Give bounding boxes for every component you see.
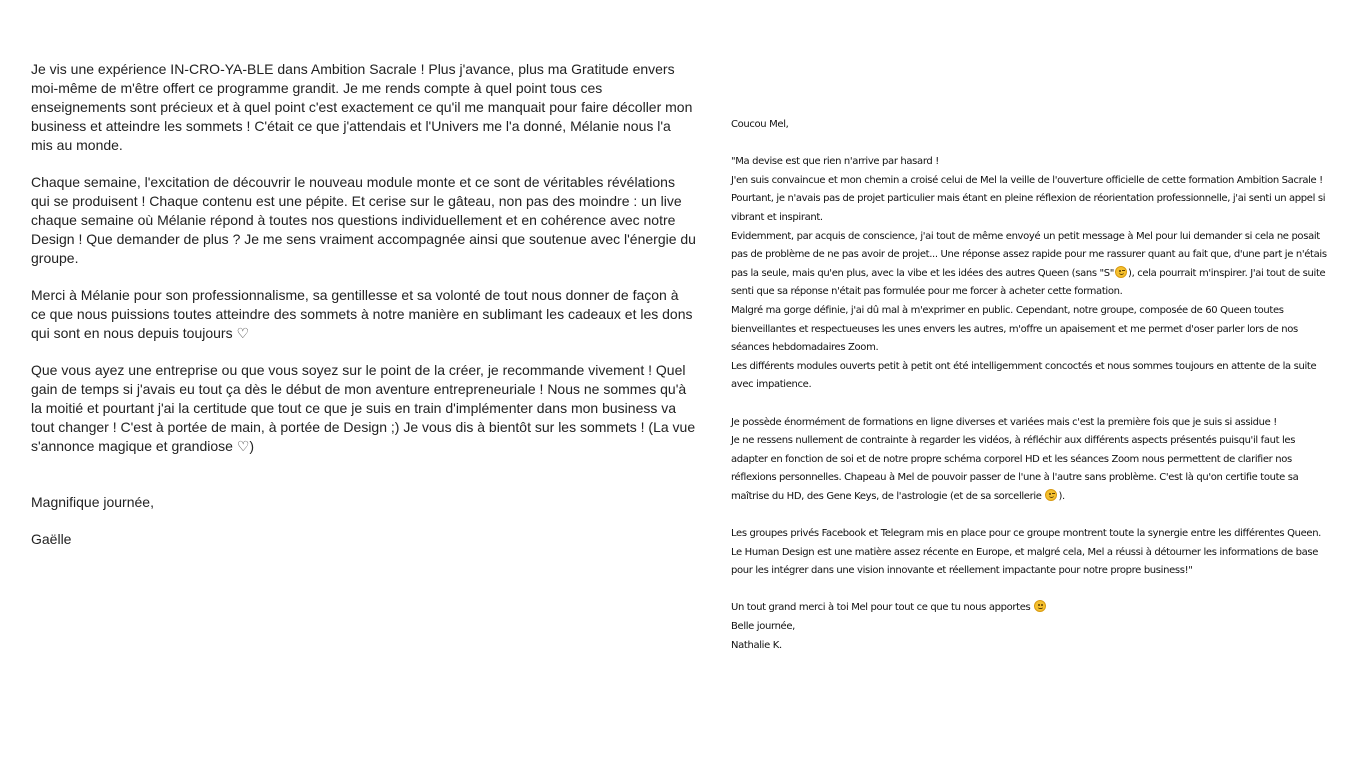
testimonial-line: J'en suis convaincue et mon chemin a croisé celui de Mel la veille de l'ouverture officielle de cette formation Ambition Sacrale ! (731, 174, 1323, 186)
testimonial-line: Le Human Design est une matière assez récente en Europe, et malgré cela, Mel a réussi à détourner les informations de base pour les intégrer dans une vision innovante et réellement impactante pour notre propre business!" (731, 546, 1319, 577)
testimonial-line: Malgré ma gorge définie, j'ai dû mal à m'exprimer en public. Cependant, notre groupe, composée de 60 Queen toutes bienveillantes et respectueuses les unes envers les autres, m'offre un apaisement et me permet d'oser parler lors de nos séances hebdomadaires Zoom. (731, 304, 1298, 354)
testimonial-line: Je possède énormément de formations en ligne diverses et variées mais c'est la première fois que je suis si assidue ! (731, 416, 1277, 428)
testimonial-line: Les groupes privés Facebook et Telegram mis en place pour ce groupe montrent toute la synergie entre les différentes Queen. (731, 528, 1322, 540)
smile-emoji-icon (1034, 600, 1046, 612)
closing-line: Belle journée, (731, 621, 795, 633)
testimonial-line: "Ma devise est que rien n'arrive par hasard ! (731, 156, 939, 168)
testimonial-block-2 (731, 414, 1331, 507)
testimonial-line (731, 432, 1331, 506)
testimonial-nathalie (731, 116, 1331, 674)
closing-line: Magnifique journée, (31, 494, 154, 510)
thanks-line (731, 599, 1331, 618)
testimonial-line: Pourtant, je n'avais pas de projet particulier mais étant en pleine réflexion de réorientation professionnelle, j'ai senti un appel si vibrant et inspirant. (731, 193, 1326, 223)
testimonial-gaelle (31, 60, 696, 567)
testimonial-text: Je ne ressens nullement de contrainte à regarder les vidéos, à réfléchir aux différents aspects présentés puisqu'il faut les adapter en fonction de soi et de notre propre schéma corporel HD et les séances Zoom nous permettent de clarifier nos réflexions personnelles. Chapeau à Mel de pouvoir passer de l'une à l'autre sans problème. C'est là qu'on certifie toute sa maîtrise du HD, des Gene Keys, de l'astrologie (et de sa sorcellerie (731, 435, 1299, 502)
testimonial-line: Les différents modules ouverts petit à petit ont été intelligemment concoctés et nous sommes toujours en attente de la suite avec impatience. (731, 360, 1317, 391)
signature: Gaëlle (31, 531, 72, 547)
testimonial-text: Evidemment, par acquis de conscience, j'ai tout de même envoyé un petit message à Mel pour lui demander si cela ne posait pas de problème de ne pas avoir de projet... Une réponse assez rapide pour me rassurer quant au fait que, d'une part je n'étais pas la seule, mais qu'en plus, avec la vibe et les idées des autres Queen (sans "S" (731, 230, 1327, 279)
testimonial-line (731, 228, 1331, 302)
testimonial-paragraph: Chaque semaine, l'excitation de découvrir le nouveau module monte et ce sont de véritables révélations qui se produisent ! Chaque contenu est une pépite. Et cerise sur le gâteau, non pas des moindre : un live chaque semaine où Mélanie répond à toutes nos questions individuellement et en cohérence avec notre Design ! Que demander de plus ? Je me sens vraiment accompagnée ainsi que soutenue avec l'énergie du groupe. (31, 174, 696, 266)
testimonial-text: Un tout grand merci à toi Mel pour tout ce que tu nous apportes (731, 602, 1031, 614)
testimonial-block-3 (731, 525, 1331, 581)
testimonial-paragraph: Merci à Mélanie pour son professionnalisme, sa gentillesse et sa volonté de tout nous donner de façon à ce que nous puissions toutes atteindre des sommets à notre manière en sublimant les cadeaux et les dons qui sont en nous depuis toujours ♡ (31, 287, 693, 341)
testimonial-text: ). (1058, 490, 1065, 502)
greeting: Coucou Mel, (731, 119, 789, 130)
testimonial-text: ), cela pourrait m'inspirer. J'ai tout de suite senti que sa réponse n'était pas formulée pour me forcer à acheter cette formation. (731, 267, 1326, 298)
testimonial-closing (731, 599, 1331, 655)
testimonial-paragraph: Je vis une expérience IN-CRO-YA-BLE dans Ambition Sacrale ! Plus j'avance, plus ma Gratitude envers moi-même de m'être offert ce programme grandit. Je me rends compte à quel point tous ces enseignements sont précieux et à quel point c'est exactement ce qu'il me manquait pour faire décoller mon business et atteindre les sommets ! C'était ce que j'attendais et l'Univers me l'a donné, Mélanie nous l'a mis au monde. (31, 61, 693, 153)
wink-emoji-icon (1045, 489, 1057, 501)
signature: Nathalie K. (731, 639, 782, 651)
testimonial-block-1 (731, 153, 1331, 395)
wink-emoji-icon (1115, 266, 1127, 278)
testimonial-paragraph: Que vous ayez une entreprise ou que vous soyez sur le point de la créer, je recommande vivement ! Quel gain de temps si j'avais eu tout ça dès le début de mon aventure entrepreneuriale ! Nous ne sommes qu'à la moitié et pourtant j'ai la certitude que tout ce que je suis en train d'implémenter dans mon business va tout changer ! C'est à portée de main, à portée de Design ;) Je vous dis à bientôt sur les sommets ! (La vue s'annonce magique et grandiose ♡) (31, 362, 696, 454)
